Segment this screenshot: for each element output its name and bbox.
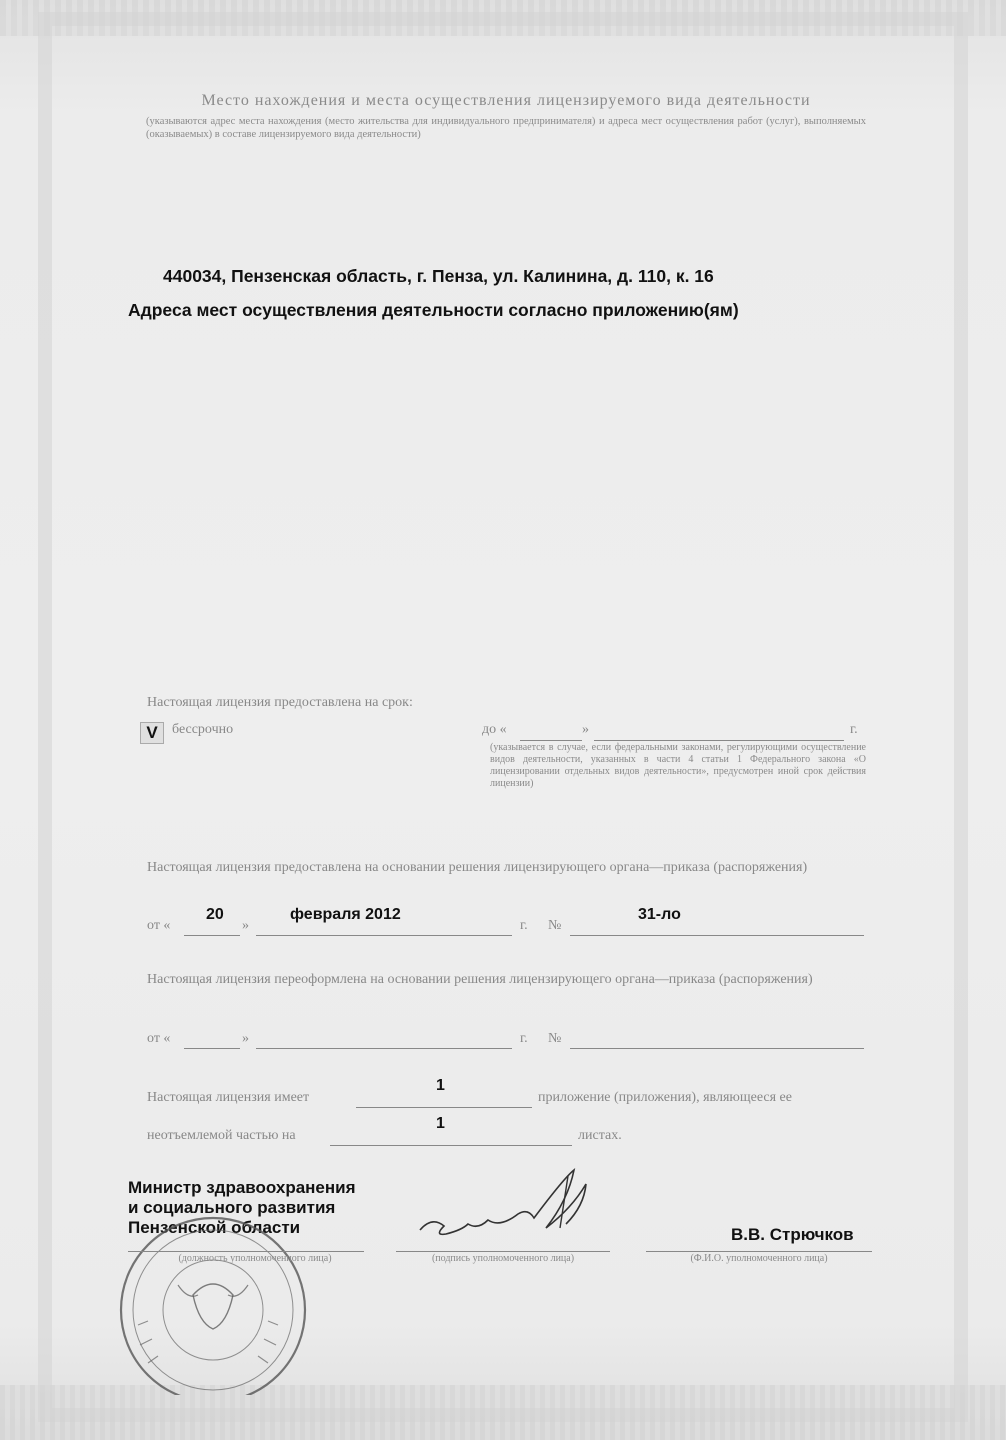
section-title: Место нахождения и места осуществления лицензируемого вида деятельности bbox=[201, 92, 811, 109]
reissue-number-line bbox=[570, 1048, 864, 1049]
reissue-day-line bbox=[184, 1048, 240, 1049]
attachments-line2-prefix: неотъемлемой частью на bbox=[147, 1128, 296, 1143]
unlimited-label: бессрочно bbox=[172, 722, 234, 737]
activity-addresses-line: Адреса мест осуществления деятельности согласно приложению(ям) bbox=[128, 300, 739, 320]
basis-number-sign: № bbox=[548, 918, 562, 933]
term-label: Настоящая лицензия предоставлена на срок: bbox=[147, 695, 413, 710]
basis-month-year: февраля 2012 bbox=[290, 906, 401, 923]
signature-caption: (подпись уполномоченного лица) bbox=[431, 1253, 575, 1264]
unlimited-checkbox: V bbox=[140, 722, 164, 744]
until-date-line bbox=[594, 740, 844, 741]
position-caption: (должность уполномоченного лица) bbox=[178, 1253, 332, 1264]
basis-day-line bbox=[184, 935, 240, 936]
attachments-line1-suffix: приложение (приложения), являющееся ее bbox=[538, 1090, 792, 1105]
signatory-title-line1: Министр здравоохранения bbox=[128, 1178, 356, 1197]
reissue-from-mid: » bbox=[242, 1031, 249, 1046]
basis-day: 20 bbox=[206, 906, 224, 923]
attachments-line2-line bbox=[330, 1145, 572, 1146]
reissue-from-prefix: от « bbox=[147, 1031, 171, 1046]
signatory-name: В.В. Стрючков bbox=[731, 1225, 854, 1244]
name-caption: (Ф.И.О. уполномоченного лица) bbox=[690, 1253, 828, 1264]
until-mid: » bbox=[582, 722, 589, 737]
name-line bbox=[646, 1251, 872, 1252]
attachments-line1-prefix: Настоящая лицензия имеет bbox=[147, 1090, 310, 1105]
basis-number-line bbox=[570, 935, 864, 936]
attachments-line1-line bbox=[356, 1107, 532, 1108]
signature-icon bbox=[410, 1168, 650, 1258]
basis-from-prefix: от « bbox=[147, 918, 171, 933]
address-line: 440034, Пензенская область, г. Пенза, ул. Калинина, д. 110, к. 16 bbox=[163, 266, 714, 286]
attachments-count: 1 bbox=[436, 1077, 445, 1094]
basis-month-line bbox=[256, 935, 512, 936]
signatory-title-line3: Пензенской области bbox=[128, 1218, 301, 1237]
basis-number: 31-ло bbox=[638, 906, 681, 923]
reissue-label: Настоящая лицензия переоформлена на основании решения лицензирующего органа—приказа (распоряжения) bbox=[147, 972, 813, 987]
attachments-line2-suffix: листах. bbox=[578, 1128, 622, 1143]
reissue-month-line bbox=[256, 1048, 512, 1049]
basis-year-suffix: г. bbox=[520, 918, 528, 933]
basis-label: Настоящая лицензия предоставлена на основании решения лицензирующего органа—приказа (распоряжения) bbox=[147, 860, 808, 875]
position-line bbox=[128, 1251, 364, 1252]
until-suffix: г. bbox=[850, 722, 858, 737]
until-prefix: до « bbox=[482, 722, 507, 737]
reissue-number-sign: № bbox=[548, 1031, 562, 1046]
official-seal-icon bbox=[108, 1205, 318, 1395]
signatory-title-line2: и социального развития bbox=[128, 1198, 336, 1217]
basis-from-mid: » bbox=[242, 918, 249, 933]
term-note: (указывается в случае, если федеральными законами, регулирующими осуществление видов деятельности, указанных в части 4 статьи 1 Федерального закона «О лицензировании отдельных видов деятельности», предусмотрен иной срок действия лицензии) bbox=[490, 742, 866, 789]
section-note: (указываются адрес места нахождения (место жительства для индивидуального предпринимателя) и адреса мест осуществления работ (услуг), выполняемых (оказываемых) в составе лицензируемого вида деятельности) bbox=[146, 116, 866, 140]
until-day-line bbox=[520, 740, 582, 741]
signature-line bbox=[396, 1251, 610, 1252]
reissue-year-suffix: г. bbox=[520, 1031, 528, 1046]
attachments-sheets: 1 bbox=[436, 1115, 445, 1132]
